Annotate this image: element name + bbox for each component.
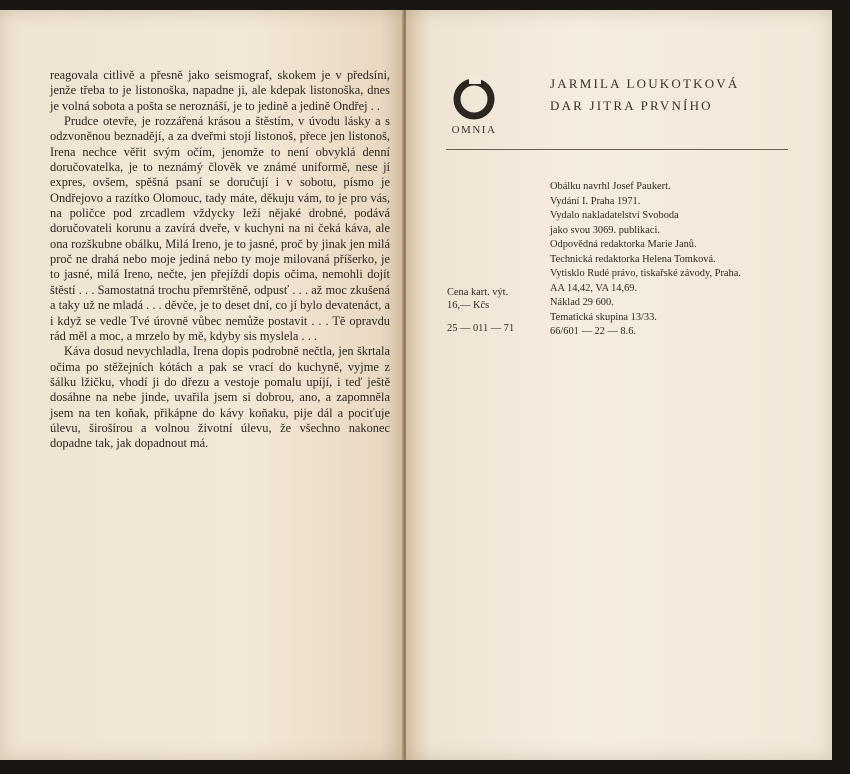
price-value: 16,— Kčs xyxy=(447,299,490,311)
left-page xyxy=(0,10,404,760)
price-code: 25 — 011 — 71 xyxy=(447,322,515,334)
imprint-block xyxy=(550,180,790,340)
imprint-line: Vydání I. Praha 1971. xyxy=(550,195,641,207)
imprint-line: Technická redaktorka Helena Tomková. xyxy=(550,253,716,265)
body-text xyxy=(50,68,390,452)
paragraph-1: reagovala citlivě a přesně jako seismograf, skokem je v předsíni, jenže třeba to je listonoška, napadne ji, ale kdepak listonoška, dnes je volná sobota a pošta se neroznáší, je to jedině a jedině Ondřej . . xyxy=(50,68,390,113)
imprint-line: Tematická skupina 13/33. xyxy=(550,311,657,323)
publisher-name: OMNIA xyxy=(451,124,497,136)
author-name: JARMILA LOUKOTKOVÁ xyxy=(550,76,740,91)
imprint-line: jako svou 3069. publikaci. xyxy=(550,224,660,236)
imprint-line: Odpovědná redaktorka Marie Janů. xyxy=(550,239,697,250)
price-block xyxy=(447,287,537,335)
imprint-line: Obálku navrhl Josef Paukert. xyxy=(550,181,671,192)
book-title: DAR JITRA PRVNÍHO xyxy=(550,98,713,113)
paragraph-3: Káva dosud nevychladla, Irena dopis podrobně nečtla, jen škrtala očima po stěžejních kótách a pak se vrací do kuchyně, vyjme z šálku lžičku, vhodí ji do dřezu a vestoje pomalu upíjí, i teď ještě dosáhne na nebe jinde, uvařila jsem si dobrou, ano, a zapomněla jsem na ten koňak, přikápne do kávy koňaku, pije dál a pociťuje úlevu, širošírou a volnou životní úlevu, že všechno nakonec dopadne tak, jak dopadnout má. xyxy=(50,344,390,451)
imprint-line: Vytisklo Rudé právo, tiskařské závody, Praha. xyxy=(550,268,741,279)
divider xyxy=(446,149,788,150)
imprint-line: 66/601 — 22 — 8.6. xyxy=(550,326,637,337)
imprint-line: AA 14,42, VA 14,69. xyxy=(550,282,638,294)
imprint-line: Vydalo nakladatelství Svoboda xyxy=(550,210,679,221)
price-label: Cena kart. výt. xyxy=(447,287,509,298)
imprint-line: Náklad 29 600. xyxy=(550,297,614,308)
paragraph-2: Prudce otevře, je rozzářená krásou a štěstím, v úvodu lásky a s odzvoněnou beznadějí, a za dveřmi stojí listonoš, přece jen listonoš, Irena nechce věřit svým očím, jenomže to není obvyklá denní doručovatelka, je to neznámý člověk ve známé uniformě, nese jí expres, ovšem, spěšná psaní se doručují i v sobotu, písmo je Ondřejovo a razítko Olomouc, tady máte, děkuju vám, to je pro vás, na poličce pod zrcadlem vždycky leží nějaké drobné, podává doručovateli korunu a zavírá dveře, v kuchyni na ni čeká káva, ale ona rozškubne obálku, Milá Ireno, je to jasné, proč by jinak jen milá proč ne drahá nebo moje jediná nebo ty moje milovaná příšerko, je to jasné, milá Ireno, nečte, jen přejíždí dopis očima, nemohli dojít štěstí . . . Samostatná trochu přemrštěně, odpusť . . . až moc zkušená a taky už ne mladá . . . děvče, je to deset dní, co jí bylo devatenáct, a i když se vedle Tvé úrovně vůbec nemůže postavit . . . Tě opravdu rád měl a moc, a mrzelo by mě, kdyby sis myslela . . . xyxy=(50,114,390,343)
